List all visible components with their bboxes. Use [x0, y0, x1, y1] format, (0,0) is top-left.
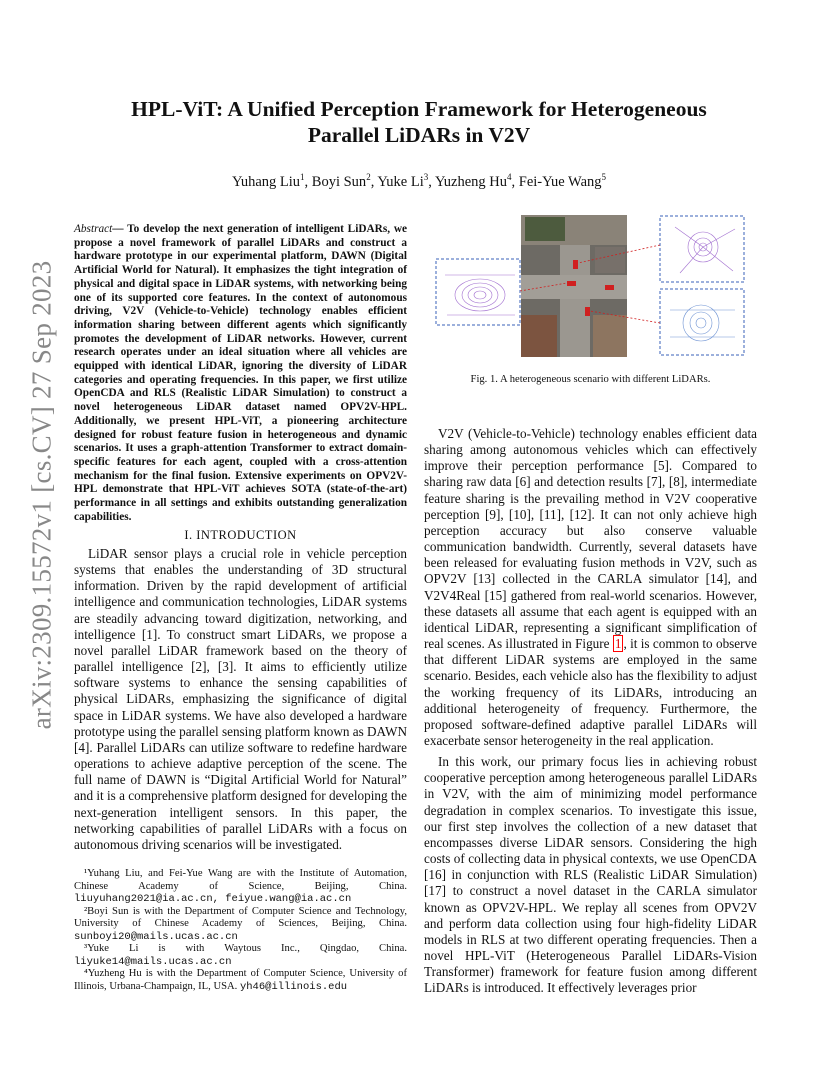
intro-column-right	[424, 426, 757, 996]
intro-paragraph: LiDAR sensor plays a crucial role in vehicle perception systems that enables the understanding of 3D structural information. Driven by the rapid development of artificial intelligence and communication technologies, LiDAR systems are steadily advancing toward digitization, networking, and intelligence [1]. To construct smart LiDARs, we propose a novel parallel LiDAR framework based on the theory of parallel intelligence [2], [3]. It aims to efficiently utilize software systems to enhance the sensing capabilities of physical LiDARs, emphasizing the significance of digital space in LiDAR systems. We have also developed a hardware prototype using the parallel sensing platform known as DAWN [4]. Parallel LiDARs can utilize software to redefine hardware operations to achieve adaptive perception of the scene. The full name of DAWN is “Digital Artificial World for Natural” and it is a comprehensive platform designed for developing the next-generation intelligent sensors. In this paper, the networking capabilities of parallel LiDARs with a focus on autonomous driving scenarios will be investigated.	[74, 546, 407, 852]
right-bottom-pointcloud-inset	[660, 289, 744, 355]
right-paragraph-1: V2V (Vehicle-to-Vehicle) technology enables efficient data sharing among autonomous vehicles which can effectively improve their perception performance [5]. Compared to sharing raw data [6] and detection results [7], [8], intermediate feature sharing is the prevailing method in V2V cooperative perception [9], [10], [11], [12]. It can not only achieve high perception accuracy but also conserve valuable communication bandwidth. Currently, several datasets have been released for evaluating fusion methods in V2V, such as OPV2V [13] collected in the CARLA simulator [14], and V2V4Real [15] gathered from real-world scenarios. However, these datasets all assume that each agent is equipped with an identical LiDAR, representing a significant simplification of real scenes. As illustrated in Figure 1 , it is common to observe that different LiDAR systems are employed in the same scenario. Besides, each vehicle also has the flexibility to adjust the working frequency of its LiDARs, introducing an additional heterogeneity of frequency. Furthermore, the proposed software-defined adaptive parallel LiDARs will exacerbate sensor heterogeneity in the real application.	[424, 426, 757, 748]
right-paragraph-2: In this work, our primary focus lies in achieving robust cooperative perception among heterogeneous parallel LiDARs in V2V, with the aim of minimizing model performance degradation in complex scenarios. To investigate this issue, our first step involves the collection of a new dataset that encompasses diverse LiDAR sensors. Considering the high costs of collecting data in physical contexts, we use OpenCDA [16] in conjunction with RLS (Realistic LiDAR Simulation) [17] to construct a novel dataset in the CARLA simulator known as OPV2V-HPL. We replay all scenes from OPV2V and perform data collection using four high-fidelity LiDAR models in RLS at two different operating frequencies. Then a novel HPL-ViT (Heterogeneous Parallel LiDARs-Vision Transformer) framework for feature fusion among different LiDARs is introduced. It effectively leverages prior	[424, 754, 757, 996]
aerial-trees	[525, 217, 565, 241]
figure-heterogeneous-scenario	[435, 215, 745, 357]
section-heading-introduction: I. INTRODUCTION	[184, 528, 297, 542]
author: Boyi Sun$^2$	[311, 172, 371, 190]
abstract-label: Abstract	[74, 223, 113, 235]
footnote: ⁴Yuzheng Hu is with the Department of Computer Science, University of Illinois, Urbana-Champaign, IL, USA. yh46@illinois.edu	[74, 968, 407, 993]
abstract	[74, 223, 407, 524]
paper-title	[80, 96, 758, 148]
footnote: ³Yuke Li is with Waytous Inc., Qingdao, China. liyuke14@mails.ucas.ac.cn	[74, 943, 407, 968]
author: Fei-Yue Wang$^5$	[518, 172, 607, 190]
footnote: ²Boyi Sun is with the Department of Computer Science and Technology, University of Chinese Academy of Sciences, Beijing, China. sunboyi20@mails.ucas.ac.cn	[74, 905, 407, 943]
figure-caption: Fig. 1. A heterogeneous scenario with different LiDARs.	[470, 374, 711, 385]
intro-column-left	[74, 546, 407, 853]
aerial-building-mid-right	[595, 247, 625, 273]
author: Yuhang Liu$^1$	[231, 172, 305, 190]
author-list: Yuhang Liu$^1$, Boyi Sun$^2$, Yuke Li$^3$, Yuzheng Hu$^4$, Fei-Yue Wang$^5$	[231, 172, 607, 190]
aerial-building-bottom-left	[521, 315, 557, 357]
author: Yuke Li$^3$	[377, 172, 429, 190]
title-line-1: HPL-ViT: A Unified Perception Framework for Heterogeneous	[131, 97, 707, 121]
right-top-pointcloud-inset	[660, 216, 744, 282]
aerial-building-bottom-right	[593, 315, 627, 357]
abstract-text: — To develop the next generation of intelligent LiDARs, we propose a novel framework of parallel LiDARs and construct a hardware prototype in our experimental platform, DAWN (Digital Artificial World for Natural). It emphasizes the tight integration of physical and digital space in LiDAR systems, with networking being one of its supported core features. In the context of autonomous driving, V2V (Vehicle-to-Vehicle) technology enables efficient information sharing between different agents which significantly promotes the development of LiDAR networks. However, current research operates under an ideal situation where all vehicles are equipped with identical LiDAR, ignoring the diversity of LiDAR categories and operating frequencies. In this paper, we first utilize OpenCDA and RLS (Realistic LiDAR Simulation) to construct a novel heterogeneous LiDAR dataset named OPV2V-HPL. Additionally, we present HPL-ViT, a pioneering architecture designed for robust feature fusion in heterogeneous and dynamic scenarios. It uses a graph-attention Transformer to extract domain-specific features for each agent, coupled with a cross-attention mechanism for the final fusion. Extensive experiments on OPV2V-HPL demonstrate that HPL-ViT achieves SOTA (state-of-the-art) performance in all settings and exhibits outstanding generalization capabilities.	[74, 223, 407, 523]
title-line-2: Parallel LiDARs in V2V	[307, 123, 531, 147]
author: Yuzheng Hu$^4$	[434, 172, 512, 190]
figure-ref-link[interactable]: 1	[614, 636, 622, 652]
footnotes	[74, 868, 407, 993]
arxiv-side-label: arXiv:2309.15572v1 [cs.CV] 27 Sep 2023	[26, 260, 57, 730]
footnote: ¹Yuhang Liu, and Fei-Yue Wang are with the Institute of Automation, Chinese Academy of Science, Beijing, China. liuyuhang2021@ia.ac.cn, feiyue.wang@ia.ac.cn	[74, 868, 407, 905]
